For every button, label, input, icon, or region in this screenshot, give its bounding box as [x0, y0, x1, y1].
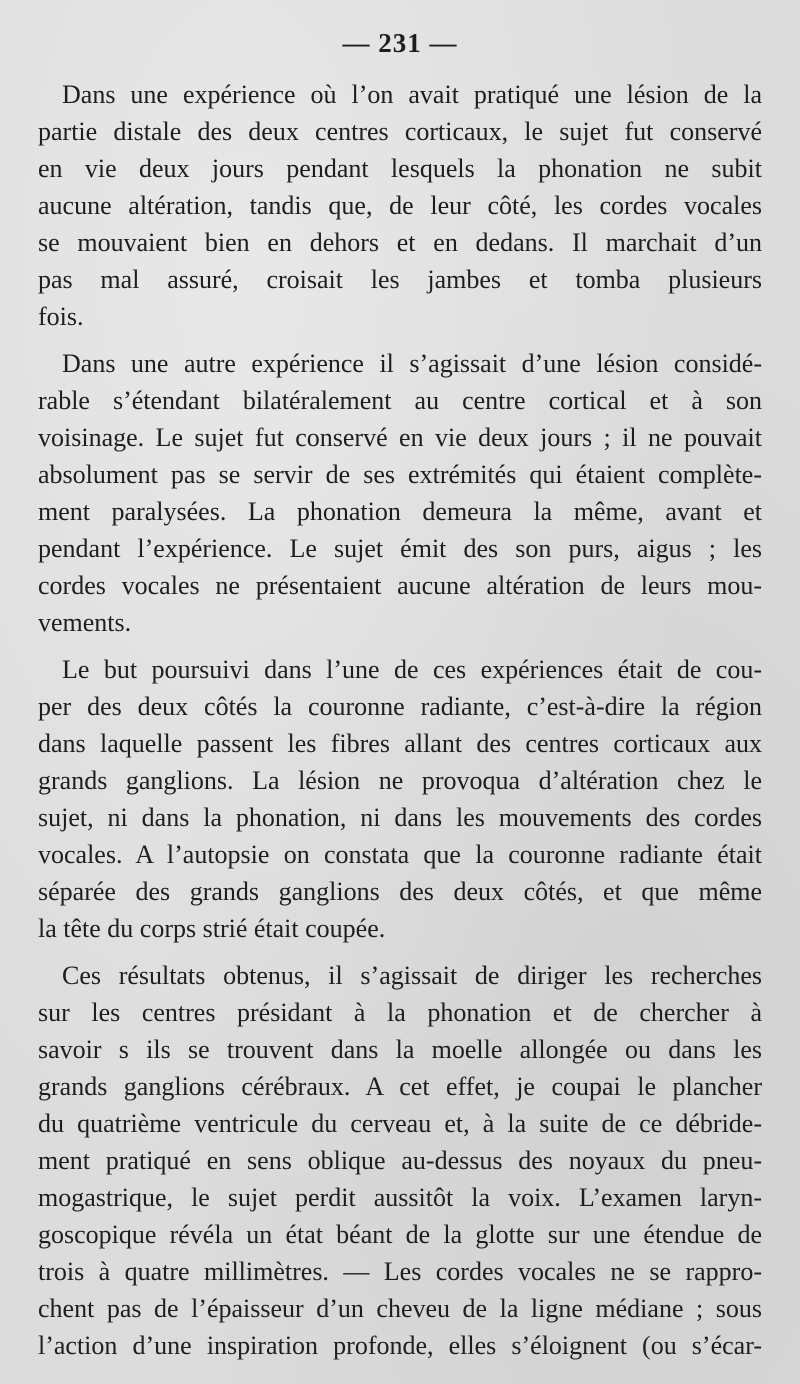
text-line: pas mal assuré, croisait les jambes et tomba plusieurs — [38, 265, 762, 294]
paragraph-2 — [38, 345, 762, 641]
text-line: vocales. A l’autopsie on constata que la couronne radiante était — [38, 840, 762, 869]
text-line: vements. — [38, 608, 132, 637]
text-line: savoir s ils se trouvent dans la moelle allongée ou dans les — [38, 1035, 762, 1064]
text-line: goscopique révéla un état béant de la glotte sur une étendue de — [38, 1220, 762, 1249]
paragraph-4 — [38, 957, 762, 1364]
text-line: Le but poursuivi dans l’une de ces expériences était de cou- — [62, 655, 762, 684]
text-line: Ces résultats obtenus, il s’agissait de diriger les recherches — [62, 961, 762, 990]
text-line: partie distale des deux centres corticaux, le sujet fut conservé — [38, 117, 762, 146]
page-number: — 231 — — [342, 28, 458, 58]
text-line: se mouvaient bien en dehors et en dedans. Il marchait d’un — [38, 228, 762, 257]
text-line: per des deux côtés la couronne radiante, c’est-à-dire la région — [38, 692, 762, 721]
text-line: séparée des grands ganglions des deux côtés, et que même — [38, 877, 762, 906]
text-line: chent pas de l’épaisseur d’un cheveu de la ligne médiane ; sous — [38, 1294, 762, 1323]
text-line: en vie deux jours pendant lesquels la phonation ne subit — [38, 154, 762, 183]
text-line: du quatrième ventricule du cerveau et, à la suite de ce débride- — [38, 1109, 762, 1138]
text-line: mogastrique, le sujet perdit aussitôt la voix. L’examen laryn- — [38, 1183, 762, 1212]
text-line: sujet, ni dans la phonation, ni dans les mouvements des cordes — [38, 803, 762, 832]
text-line: l’action d’une inspiration profonde, elles s’éloignent (ou s’écar- — [38, 1331, 762, 1360]
text-line: ment paralysées. La phonation demeura la même, avant et — [38, 497, 762, 526]
text-line: cordes vocales ne présentaient aucune altération de leurs mou- — [38, 571, 762, 600]
text-line: la tête du corps strié était coupée. — [38, 914, 386, 943]
text-line: grands ganglions cérébraux. A cet effet, je coupai le plancher — [38, 1072, 762, 1101]
paragraph-1 — [38, 76, 762, 335]
text-line: fois. — [38, 302, 84, 331]
text-line: Dans une expérience où l’on avait pratiqué une lésion de la — [62, 80, 762, 109]
text-line: voisinage. Le sujet fut conservé en vie deux jours ; il ne pouvait — [38, 423, 762, 452]
text-line: absolument pas se servir de ses extrémités qui étaient complète- — [38, 460, 762, 489]
text-line: ment pratiqué en sens oblique au-dessus des noyaux du pneu- — [38, 1146, 762, 1175]
body-text — [38, 76, 762, 1374]
paragraph-3 — [38, 651, 762, 947]
text-line: Dans une autre expérience il s’agissait d’une lésion considé- — [62, 349, 762, 378]
text-line: dans laquelle passent les fibres allant des centres corticaux aux — [38, 729, 762, 758]
text-line: sur les centres présidant à la phonation et de chercher à — [38, 998, 762, 1027]
text-line: trois à quatre millimètres. — Les cordes vocales ne se rappro- — [38, 1257, 762, 1286]
text-line: grands ganglions. La lésion ne provoqua d’altération chez le — [38, 766, 762, 795]
text-line: pendant l’expérience. Le sujet émit des son purs, aigus ; les — [38, 534, 762, 563]
text-line: aucune altération, tandis que, de leur côté, les cordes vocales — [38, 191, 762, 220]
text-line: rable s’étendant bilatéralement au centre cortical et à son — [38, 386, 762, 415]
